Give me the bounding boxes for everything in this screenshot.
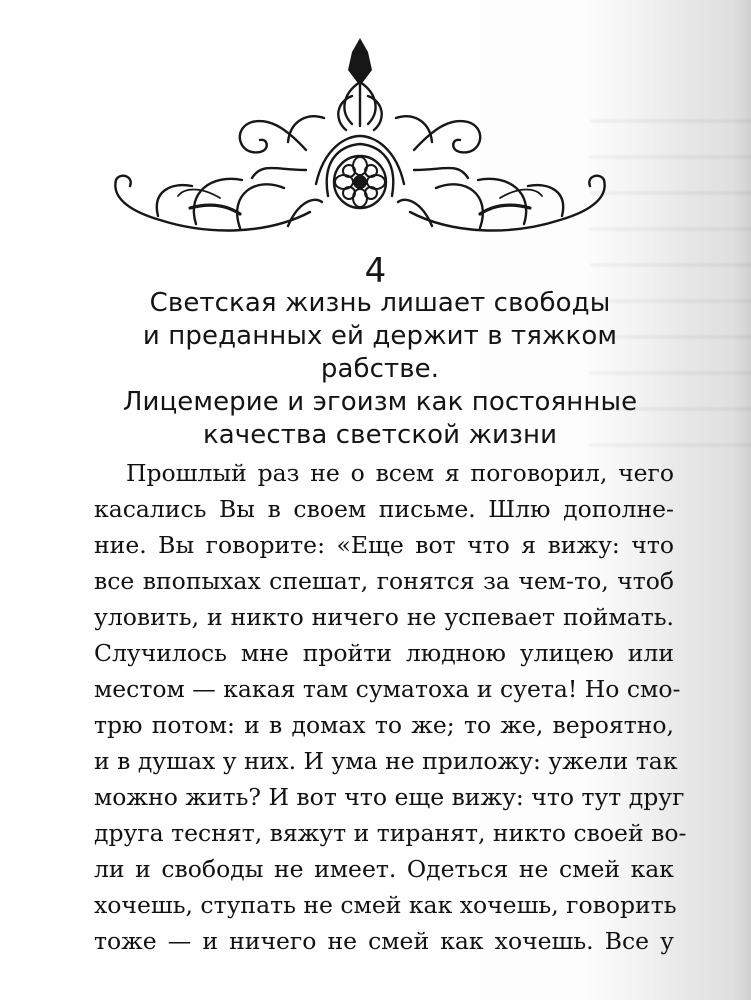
body-line: местом — какая там суматоха и суета! Но смо- (94, 675, 681, 703)
chapter-title (100, 287, 660, 452)
body-line: хочешь, ступать не смей как хочешь, говорить (94, 891, 677, 919)
floral-crown-ornament-icon (100, 38, 620, 238)
body-line: касались Вы в своем письме. Шлю дополне- (94, 495, 674, 523)
chapter-title-line: и преданных ей держит в тяжком рабстве. (142, 321, 618, 384)
chapter-title-line: Лицемерие и эгоизм как постоянные (122, 387, 638, 417)
body-text (94, 455, 687, 959)
body-line: уловить, и никто ничего не успевает поймать. (94, 603, 674, 631)
chapter-title-line: качества светской жизни (202, 420, 558, 450)
page-edge-shadow (733, 0, 751, 1000)
body-line: можно жить? И вот что еще вижу: что тут друг (94, 783, 685, 811)
body-line: ли и свободы не имеет. Одеться не смей как (94, 855, 674, 883)
chapter-title-line: Светская жизнь лишает свободы (149, 288, 611, 318)
body-line: друга теснят, вяжут и тиранят, никто своей во- (94, 819, 687, 847)
body-line: тоже — и ничего не смей как хочешь. Все у (94, 927, 674, 955)
body-line: все впопыхах спешат, гонятся за чем-то, чтоб (94, 567, 674, 595)
body-line: Прошлый раз не о всем я поговорил, чего (126, 459, 674, 487)
body-line: Случилось мне пройти людною улицею или (94, 639, 674, 667)
body-line: ние. Вы говорите: «Еще вот что я вижу: что (94, 531, 674, 559)
body-line: трю потом: и в домах то же; то же, вероятно, (94, 711, 674, 739)
chapter-number: 4 (364, 251, 387, 291)
body-line: и в душах у них. И ума не приложу: ужели так (94, 747, 678, 775)
